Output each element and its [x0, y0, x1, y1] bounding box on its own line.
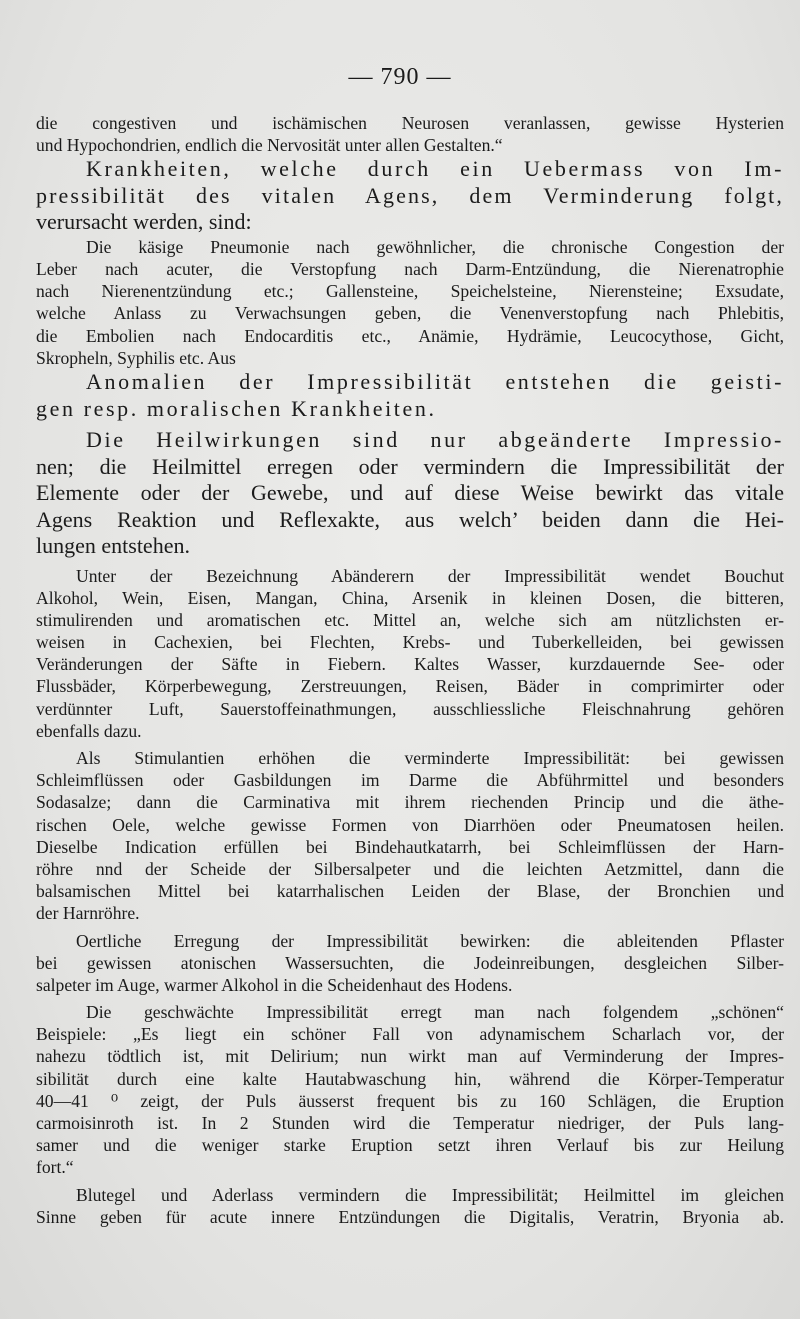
text-line: Als Stimulantien erhöhen die verminderte Impressibilität: bei gewissen	[76, 748, 784, 768]
text-line: rischen Oele, welche gewisse Formen von Diarrhöen oder Pneumatosen heilen.	[36, 814, 784, 835]
text-line: Oertliche Erregung der Impressibilität bewirken: die ableitenden Pflaster	[76, 930, 784, 951]
text-line: die congestiven und ischämischen Neurosen veranlassen, gewisse Hysterien	[36, 113, 784, 133]
text-line: Schleimflüssen oder Gasbildungen im Darme die Abführmittel und besonders	[36, 770, 784, 791]
text-line: weisen in Cachexien, bei Flechten, Krebs- und Tuberkelleiden, bei gewissen	[36, 632, 784, 653]
large-text-line: Die Heilwirkungen sind nur abgeänderte Impressio-	[86, 427, 784, 452]
text-line: Die geschwächte Impressibilität erregt man nach folgendem „schönen“	[86, 1002, 784, 1023]
section-heading-line: Krankheiten, welche durch ein Uebermass von Im-	[86, 156, 784, 182]
text-line: der Harnröhre.	[36, 903, 140, 924]
text-line: Leber nach acuter, die Verstopfung nach Darm-Entzündung, die Nierenatrophie	[36, 259, 784, 280]
large-text-line: Elemente oder der Gewebe, und auf diese Weise bewirkt das vitale	[36, 480, 784, 505]
large-text-line: nen; die Heilmittel erregen oder vermindern die Impressibilität der	[36, 453, 784, 479]
text-line: sibilität durch eine kalte Hautabwaschung hin, während die Körper-Temperatur	[36, 1068, 784, 1089]
text-line: stimulirenden und aromatischen etc. Mittel an, welche sich am nützlichsten er-	[36, 609, 784, 630]
text-line: Dieselbe Indication erfüllen bei Bindehautkatarrh, bei Schleimflüssen der Harn-	[36, 836, 784, 857]
text-line: Die käsige Pneumonie nach gewöhnlicher, die chronische Congestion der	[86, 236, 784, 257]
text-line: samer und die weniger starke Eruption setzt ihren Verlauf bis zur Heilung	[36, 1135, 784, 1156]
section-heading-line: Anomalien der Impressibilität entstehen die geisti-	[86, 369, 784, 394]
large-text-line: Agens Reaktion und Reflexakte, aus welch’ beiden dann die Hei-	[36, 506, 784, 532]
text-line: nach Nierenentzündung etc.; Gallensteine, Speichelsteine, Nierensteine; Exsudate,	[36, 281, 784, 302]
text-line: nahezu tödtlich ist, mit Delirium; nun wirkt man auf Verminderung der Impres-	[36, 1046, 784, 1067]
page-body	[36, 112, 784, 1228]
text-line: balsamischen Mittel bei katarrhalischen Leiden der Blase, der Bronchien und	[36, 881, 784, 902]
text-line: verdünnter Luft, Sauerstoffeinathmungen, ausschliessliche Fleischnahrung gehören	[36, 698, 784, 719]
text-line: Unter der Bezeichnung Abänderern der Impressibilität wendet Bouchut	[76, 565, 784, 586]
section-heading-line: verursacht werden, sind:	[36, 209, 252, 235]
text-line: welche Anlass zu Verwachsungen geben, die Venenverstopfung nach Phlebitis,	[36, 303, 784, 324]
text-line: carmoisinroth ist. In 2 Stunden wird die Temperatur niedriger, der Puls lang-	[36, 1113, 784, 1133]
text-line: röhre nnd der Scheide der Silbersalpeter und die leichten Aetzmittel, dann die	[36, 858, 784, 879]
section-heading-line: pressibilität des vitalen Agens, dem Verminderung folgt,	[36, 182, 784, 208]
large-text-line: lungen entstehen.	[36, 533, 190, 558]
text-line: fort.“	[36, 1157, 74, 1178]
text-line: und Hypochondrien, endlich die Nervosität unter allen Gestalten.“	[36, 135, 503, 156]
text-line: Sodasalze; dann die Carminativa mit ihrem riechenden Princip und die äthe-	[36, 792, 784, 813]
text-line: Skropheln, Syphilis etc. Aus	[36, 347, 236, 368]
text-line: Veränderungen der Säfte in Fiebern. Kaltes Wasser, kurzdauernde See- oder	[36, 654, 784, 675]
text-line: salpeter im Auge, warmer Alkohol in die Scheidenhaut des Hodens.	[36, 974, 513, 995]
text-line: ebenfalls dazu.	[36, 720, 142, 741]
section-heading-line: gen resp. moralischen Krankheiten.	[36, 395, 437, 421]
text-line: Alkohol, Wein, Eisen, Mangan, China, Arsenik in kleinen Dosen, die bitteren,	[36, 587, 784, 608]
page-number: — 790 —	[348, 64, 452, 90]
text-line: die Embolien nach Endocarditis etc., Anämie, Hydrämie, Leucocythose, Gicht,	[36, 325, 784, 346]
text-line: Blutegel und Aderlass vermindern die Impressibilität; Heilmittel im gleichen	[76, 1184, 784, 1205]
text-line: bei gewissen atonischen Wassersuchten, die Jodeinreibungen, desgleichen Silber-	[36, 952, 784, 973]
text-line: 40—41 ⁰ zeigt, der Puls äusserst frequent bis zu 160 Schlägen, die Eruption	[36, 1090, 784, 1111]
text-line: Beispiele: „Es liegt ein schöner Fall von adynamischem Scharlach vor, der	[36, 1024, 784, 1045]
text-line: Flussbäder, Körperbewegung, Zerstreuungen, Reisen, Bäder in comprimirter oder	[36, 676, 784, 697]
text-line: Sinne geben für acute innere Entzündungen die Digitalis, Veratrin, Bryonia ab.	[36, 1206, 784, 1227]
